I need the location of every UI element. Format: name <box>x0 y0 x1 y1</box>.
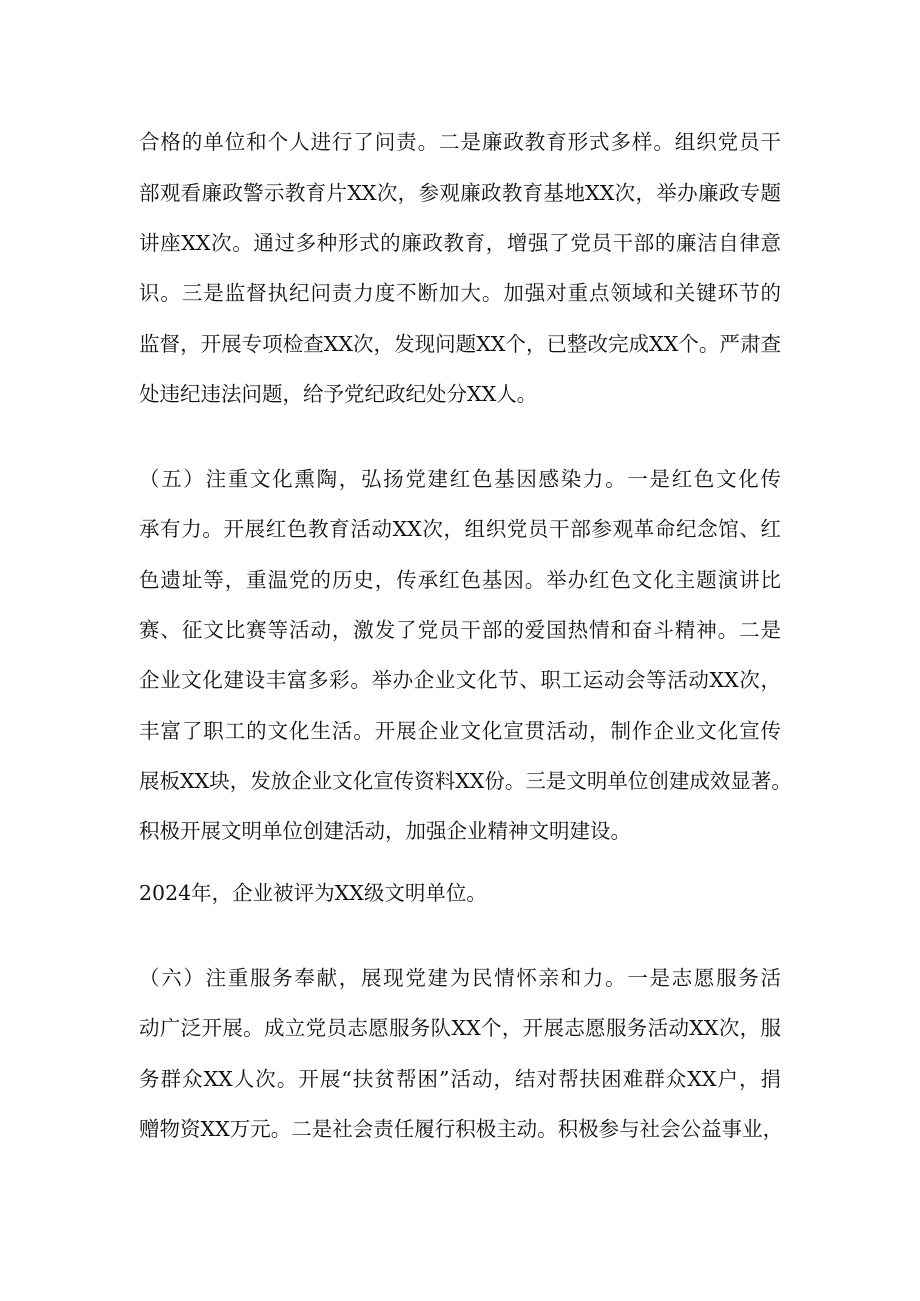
text-line: 积极开展文明单位创建活动，加强企业精神文明建设。 <box>139 819 631 843</box>
section-heading-line: （五）注重文化熏陶，弘扬党建红色基因感染力。一是红色文化传 <box>139 467 781 491</box>
text-line: 部观看廉政警示教育片XX次，参观廉政教育基地XX次，举办廉政专题 <box>139 181 781 205</box>
text-line: 处违纪违法问题，给予党纪政纪处分XX人。 <box>139 382 538 406</box>
text-line: 动广泛开展。成立党员志愿服务队XX个，开展志愿服务活动XX次，服 <box>139 1016 781 1040</box>
text-line: 企业文化建设丰富多彩。举办企业文化节、职工运动会等活动XX次， <box>139 668 781 692</box>
text-line: 展板XX块，发放企业文化宣传资料XX份。三是文明单位创建成效显著。 <box>139 769 792 793</box>
text-line: 识。三是监督执纪问责力度不断加大。加强对重点领域和关键环节的 <box>139 281 781 305</box>
text-line: 丰富了职工的文化生活。开展企业文化宣贯活动，制作企业文化宣传 <box>139 719 781 743</box>
text-line: 色遗址等，重温党的历史，传承红色基因。举办红色文化主题演讲比 <box>139 568 781 592</box>
text-line: 2024年，企业被评为XX级文明单位。 <box>139 881 487 905</box>
text-line: 监督，开展专项检查XX次，发现问题XX个，已整改完成XX个。严肃查 <box>139 332 781 356</box>
text-line: 合格的单位和个人进行了问责。二是廉政教育形式多样。组织党员干 <box>139 130 781 154</box>
text-line: 承有力。开展红色教育活动XX次，组织党员干部参观革命纪念馆、红 <box>139 517 781 541</box>
text-line: 讲座XX次。通过多种形式的廉政教育，增强了党员干部的廉洁自律意 <box>139 231 781 255</box>
text-line: 赛、征文比赛等活动，激发了党员干部的爱国热情和奋斗精神。二是 <box>139 618 781 642</box>
text-line: 务群众XX人次。开展“扶贫帮困”活动，结对帮扶困难群众XX户，捐 <box>139 1067 781 1091</box>
text-line: 赠物资XX万元。二是社会责任履行积极主动。积极参与社会公益事业， <box>139 1117 784 1141</box>
section-heading-line: （六）注重服务奉献，展现党建为民情怀亲和力。一是志愿服务活 <box>139 966 781 990</box>
